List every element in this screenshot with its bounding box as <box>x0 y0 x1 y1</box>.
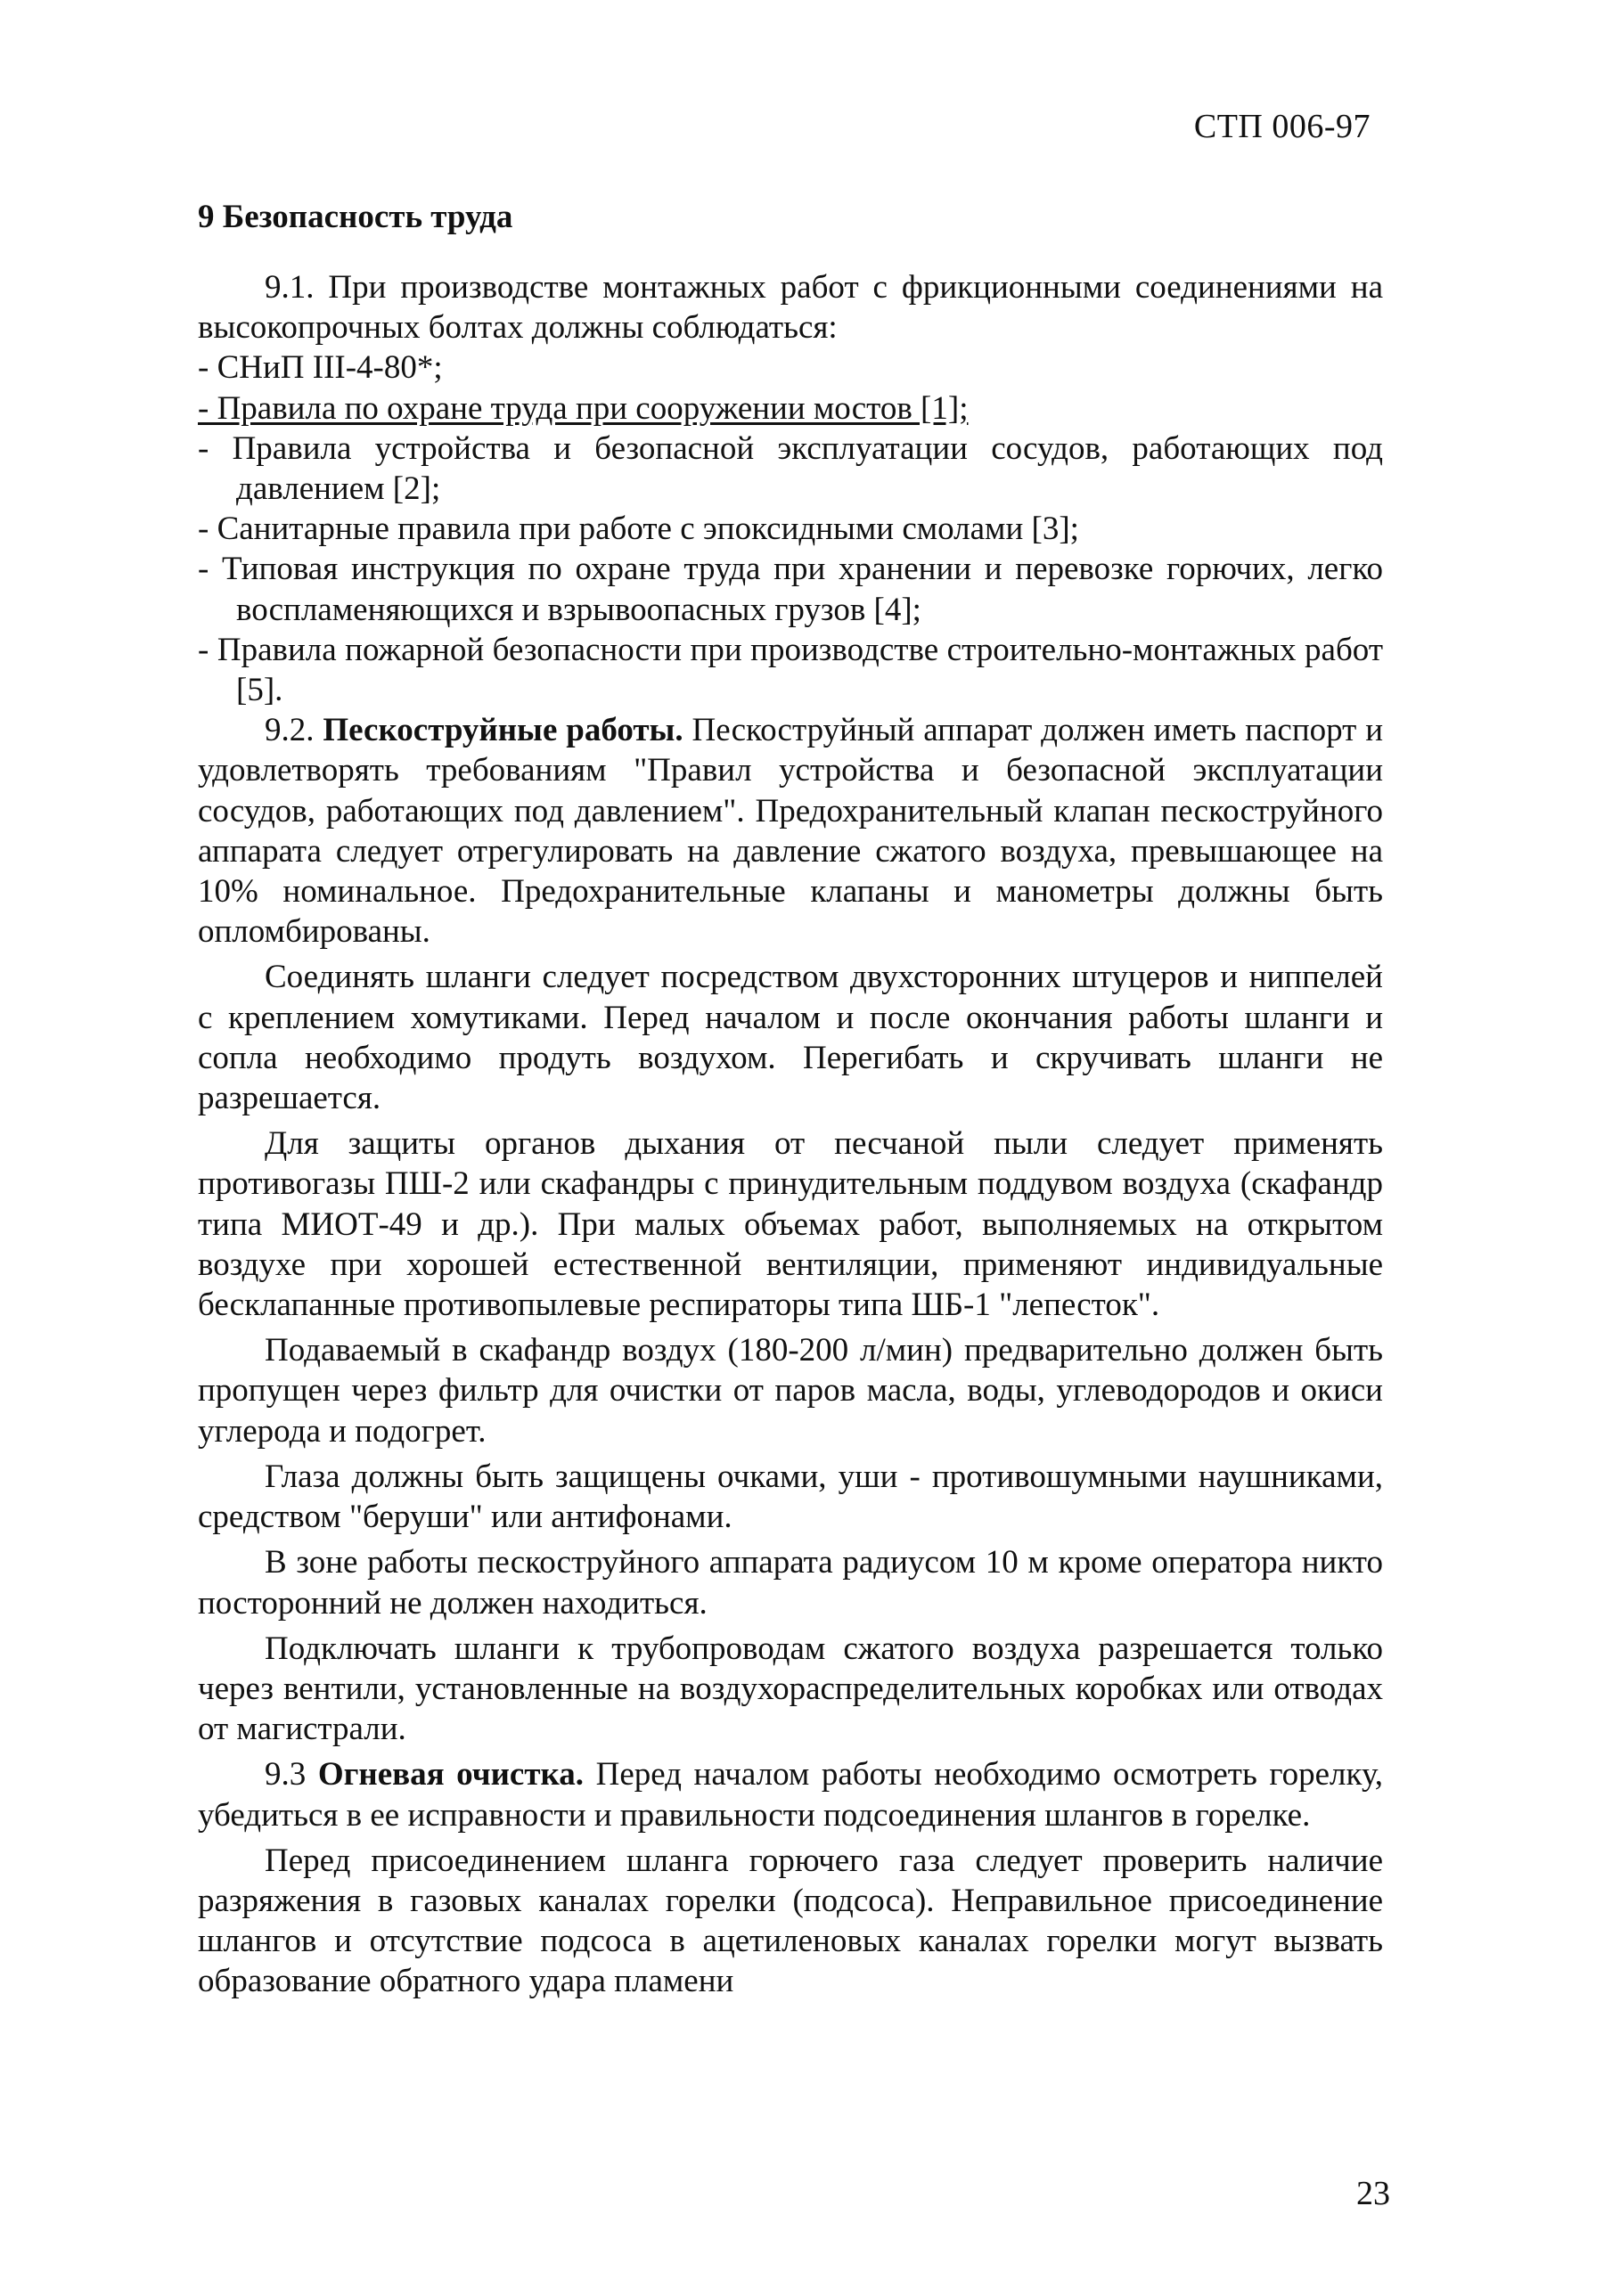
clause-9-3-gas-hose: Перед присоединением шланга горючего газа следует проверить наличие разряжения в газовых каналах горелки (подсоса). Неправильное присоединение шлангов и отсутствие подсоса в ацетиленовых каналах горелки могут вызвать образование обратного удара пламени <box>198 1842 1383 2000</box>
page-number: 23 <box>1356 2175 1390 2212</box>
section-title: 9 Безопасность труда <box>198 199 513 235</box>
clause-9-2-hoses: Соединять шланги следует посредством двухсторонних штуцеров и ниппелей с креплением хомутиками. Перед началом и после окончания работы шланги и сопла необходимо продуть воздухом. Перегибать и скручивать шланги не разрешается. <box>198 959 1383 1117</box>
clause-9-3-text: Перед началом работы необходимо осмотреть горелку, убедиться в ее исправности и правильности подсоединения шлангов в горелке. <box>198 1756 1384 1834</box>
clause-9-3-heading: Огневая очистка. <box>317 1756 585 1793</box>
clause-9-2-respiratory: Для защиты органов дыхания от песчаной пыли следует применять противогазы ПШ-2 или скафандры с принудительным поддувом воздуха (скафандр типа МИОТ-49 и др.). При малых объемах работ, выполняемых на открытом воздухе при хорошей естественной вентиляции, применяют индивидуальные бесклапанные противопылевые респираторы типа ШБ-1 "лепесток". <box>198 1125 1383 1324</box>
list-item-epoxy: - Санитарные правила при работе с эпоксидными смолами [3]; <box>198 511 1079 548</box>
list-item-pressure-vessels: - Правила устройства и безопасной эксплуатации сосудов, работающих под давлением [2]; <box>198 429 1383 508</box>
clause-9-2 <box>198 710 1383 952</box>
list-item-flammable-cargo: - Типовая инструкция по охране труда при хранении и перевозке горючих, легко воспламеняющихся и взрывоопасных грузов [4]; <box>198 551 1383 628</box>
clause-9-2-heading: Пескоструйные работы. <box>323 712 683 749</box>
clause-9-2-text: Пескоструйный аппарат должен иметь паспорт и удовлетворять требованиям "Правил устройства и безопасной эксплуатации сосудов, работающих под давлением". Предохранительный клапан пескоструйного аппарата следует отрегулировать на давление сжатого воздуха, превышающее на 10% номинальное. Предохранительные клапаны и манометры должны быть опломбированы. <box>198 712 1384 951</box>
clause-9-2-number: 9.2. <box>265 712 315 749</box>
list-item-fire-safety: - Правила пожарной безопасности при производстве строительно-монтажных работ [5]. <box>198 631 1383 709</box>
clause-9-2-air-supply: Подаваемый в скафандр воздух (180-200 л/мин) предварительно должен быть пропущен через фильтр для очистки от паров масла, воды, углеводородов и окиси углерода и подогрет. <box>198 1332 1383 1450</box>
list-item-bridge-rules: - Правила по охране труда при сооружении мостов [1]; <box>198 389 969 427</box>
clause-9-3 <box>198 1754 1383 1834</box>
clause-9-2-work-zone: В зоне работы пескоструйного аппарата радиусом 10 м кроме оператора никто посторонний не должен находиться. <box>198 1544 1383 1622</box>
list-item-snip: - СНиП III-4-80*; <box>198 349 443 387</box>
clause-9-2-eye-ear: Глаза должны быть защищены очками, уши - противошумными наушниками, средством "беруши" или антифонами. <box>198 1458 1383 1536</box>
clause-9-3-number: 9.3 <box>265 1756 307 1793</box>
document-body <box>198 267 1383 2002</box>
clause-9-1-intro: 9.1. При производстве монтажных работ с фрикционными соединениями на высокопрочных болтах должны соблюдаться: <box>198 269 1383 347</box>
clause-9-2-connection: Подключать шланги к трубопроводам сжатого воздуха разрешается только через вентили, установленные на воздухораспределительных коробках или отводах от магистрали. <box>198 1630 1383 1748</box>
document-code: СТП 006-97 <box>1193 108 1371 145</box>
